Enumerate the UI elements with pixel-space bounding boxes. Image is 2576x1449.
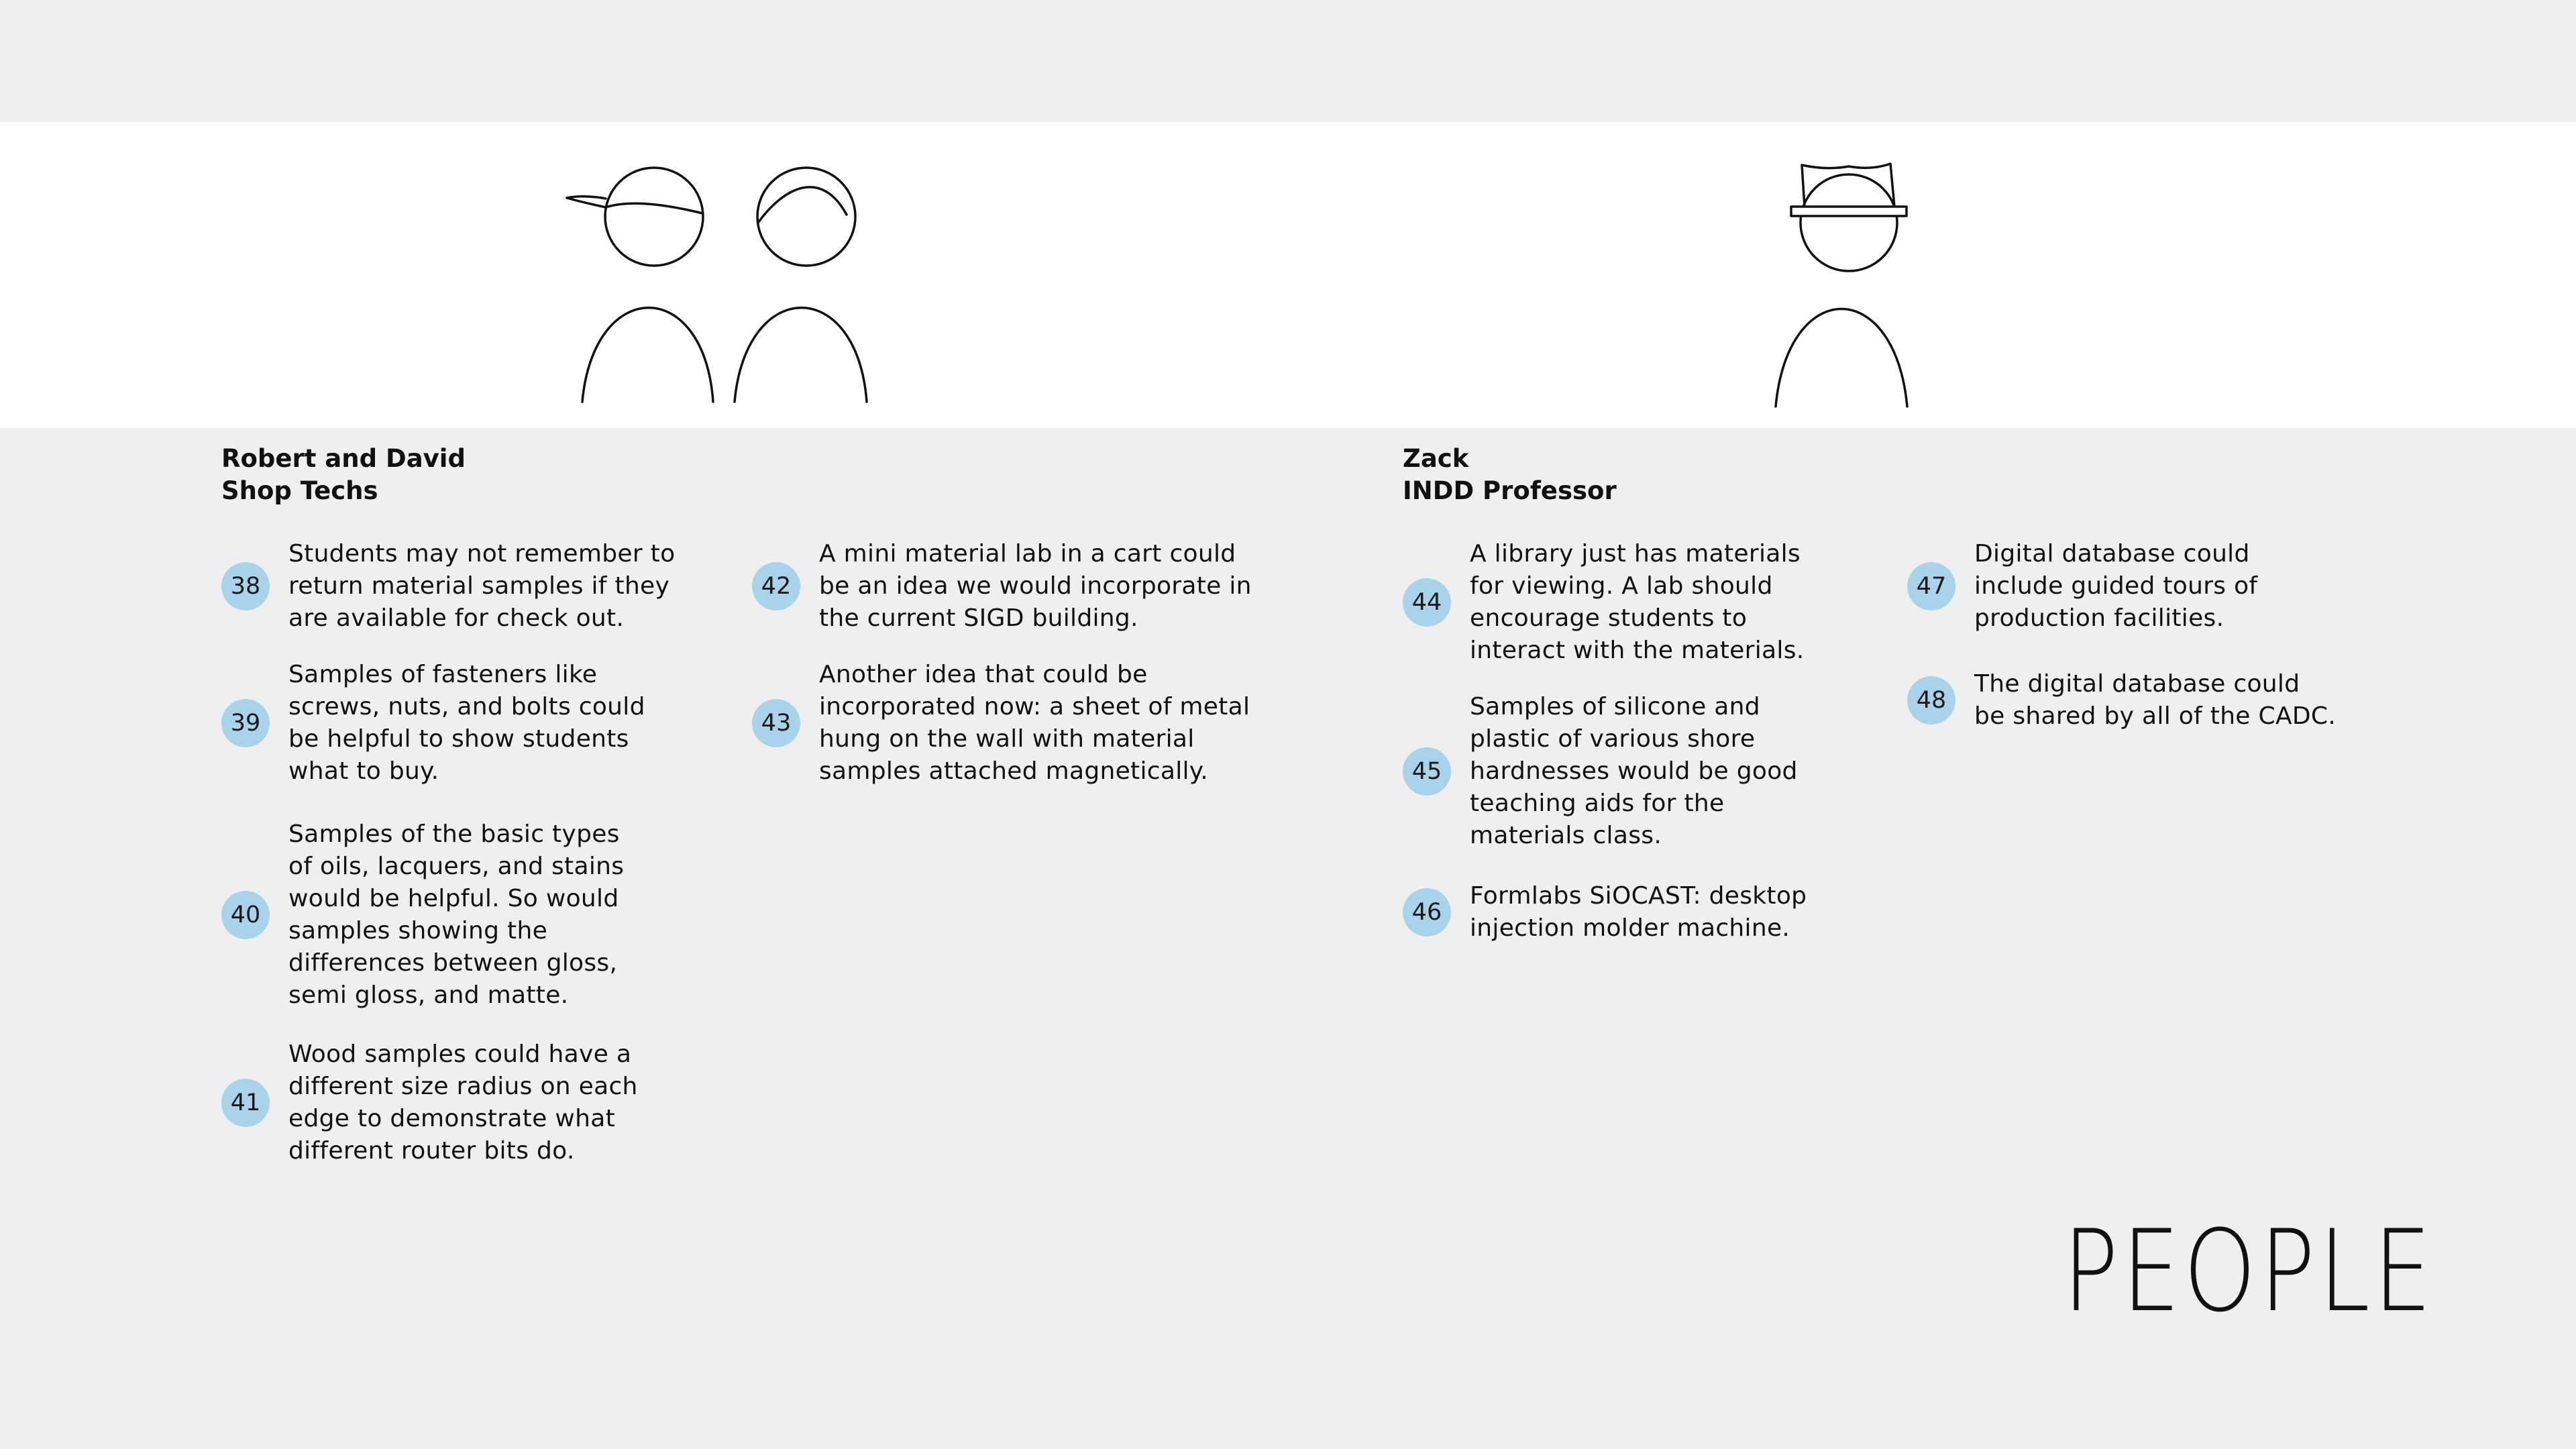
group-heading-indd-professor <box>1403 443 1617 507</box>
hair-person-icon <box>735 168 867 402</box>
note-number-badge: 45 <box>1403 747 1451 796</box>
section-title: PEOPLE <box>2063 1205 2435 1337</box>
note-46 <box>1403 880 1807 945</box>
note-number-badge: 41 <box>221 1079 270 1127</box>
note-44 <box>1403 538 1805 667</box>
note-text: Samples of the basic types of oils, lacquers, and stains would be helpful. So would samples showing the differences between gloss, semi gloss, and matte. <box>288 820 625 1009</box>
hat-person-icon <box>1776 164 1907 407</box>
note-number-badge: 39 <box>221 699 270 747</box>
note-number-badge: 40 <box>221 891 270 939</box>
note-41 <box>221 1038 638 1167</box>
note-47 <box>1907 538 2257 635</box>
group-name: Robert and David <box>221 444 466 473</box>
cap-person-icon <box>567 168 713 402</box>
note-number-badge: 38 <box>221 562 270 610</box>
note-39 <box>221 659 645 788</box>
illustration-band <box>0 122 2576 428</box>
note-text: Samples of fasteners like screws, nuts, and bolts could be helpful to show students what to buy. <box>288 661 645 785</box>
note-text: Another idea that could be incorporated now: a sheet of metal hung on the wall with material samples attached magnetically. <box>819 661 1250 785</box>
note-42 <box>752 538 1252 635</box>
group-role: INDD Professor <box>1403 476 1617 505</box>
note-48 <box>1907 668 2336 733</box>
group-heading-shop-techs <box>221 443 466 507</box>
group-role: Shop Techs <box>221 476 378 505</box>
note-number-badge: 47 <box>1907 562 1955 610</box>
note-45 <box>1403 691 1798 852</box>
note-text: Digital database could include guided tours of production facilities. <box>1974 540 2258 632</box>
note-text: Wood samples could have a different size radius on each edge to demonstrate what different router bits do. <box>288 1040 638 1165</box>
note-40 <box>221 818 624 1012</box>
note-text: The digital database could be shared by all of the CADC. <box>1974 670 2337 730</box>
note-text: Samples of silicone and plastic of various shore hardnesses would be good teaching aids for the materials class. <box>1470 693 1798 849</box>
note-text: Formlabs SiOCAST: desktop injection molder machine. <box>1470 882 1807 942</box>
group-name: Zack <box>1403 444 1469 473</box>
note-number-badge: 46 <box>1403 888 1451 936</box>
note-number-badge: 44 <box>1403 578 1451 627</box>
note-text: Students may not remember to return material samples if they are available for check out. <box>288 540 676 632</box>
note-number-badge: 43 <box>752 699 800 747</box>
note-43 <box>752 659 1250 788</box>
note-number-badge: 42 <box>752 562 800 610</box>
note-text: A library just has materials for viewing. A lab should encourage students to interact with the materials. <box>1470 540 1805 664</box>
note-number-badge: 48 <box>1907 676 1955 724</box>
note-38 <box>221 538 675 635</box>
note-text: A mini material lab in a cart could be an idea we would incorporate in the current SIGD building. <box>819 540 1252 632</box>
